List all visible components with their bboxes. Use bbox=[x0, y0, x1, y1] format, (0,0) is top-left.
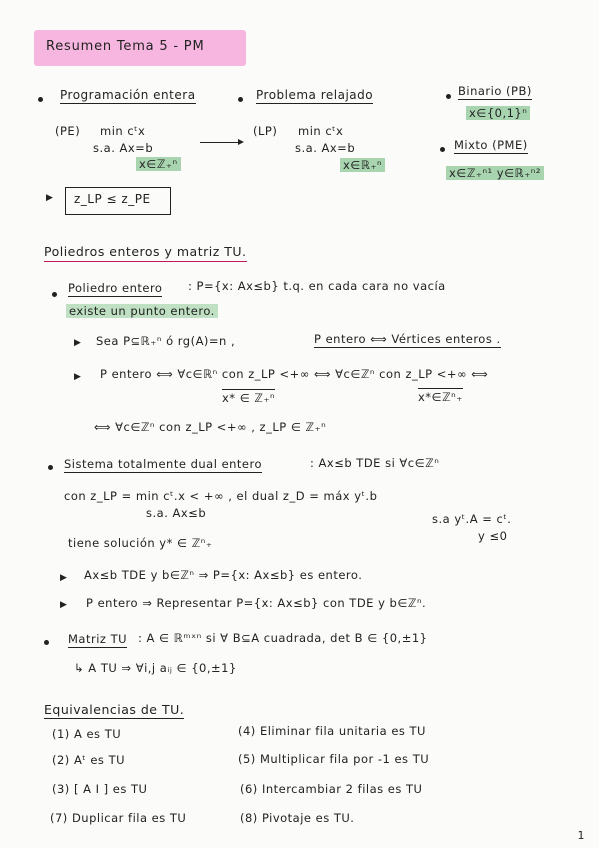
mixto-heading: Mixto (PME) bbox=[454, 138, 528, 152]
bullet bbox=[52, 292, 57, 297]
equiv-x-2: x*∈ℤⁿ₊ bbox=[418, 390, 463, 404]
bullet bbox=[48, 465, 53, 470]
tde-con: con z_LP = min cᵗ.x < +∞ , el dual z_D = máx yᵗ.b bbox=[64, 489, 378, 503]
lp-constraint: s.a. Ax=b bbox=[295, 141, 356, 155]
pe-domain: x∈ℤ₊ⁿ bbox=[136, 157, 181, 171]
pe-constraint: s.a. Ax=b bbox=[93, 141, 154, 155]
equiv-item-2: (2) Aᵗ es TU bbox=[52, 753, 126, 767]
equiv-item-6: (6) Intercambiar 2 filas es TU bbox=[240, 782, 423, 796]
bullet bbox=[446, 94, 451, 99]
mixto-domain: x∈ℤ₊ⁿ¹ y∈ℝ₊ⁿ² bbox=[446, 166, 544, 180]
section-heading-poliedros: Poliedros enteros y matriz TU. bbox=[44, 244, 247, 262]
poliedro-entero-def-2: existe un punto entero. bbox=[66, 304, 218, 318]
arrow-pe-to-lp bbox=[200, 142, 242, 143]
pe-objective: min cᵗx bbox=[100, 124, 146, 138]
tde-term: Sistema totalmente dual entero bbox=[64, 457, 263, 471]
binario-heading: Binario (PB) bbox=[458, 84, 532, 98]
equiv-item-5: (5) Multiplicar fila por -1 es TU bbox=[238, 752, 430, 766]
bullet bbox=[238, 97, 243, 102]
equiv-line-2: ⟺ ∀c∈ℤⁿ con z_LP <+∞ , z_LP ∈ ℤ₊ⁿ bbox=[94, 420, 327, 434]
equiv-item-4: (4) Eliminar fila unitaria es TU bbox=[238, 724, 426, 738]
tde-tiene: tiene solución y* ∈ ℤⁿ₊ bbox=[68, 536, 213, 550]
equiv-item-3: (3) [ A I ] es TU bbox=[52, 782, 148, 796]
tde-arrow-2: P entero ⇒ Representar P={x: Ax≤b} con TDE y b∈ℤⁿ. bbox=[86, 596, 427, 610]
triangle-marker: ▶ bbox=[46, 193, 54, 203]
matriz-tu-def: : A ∈ ℝᵐˣⁿ si ∀ B⊆A cuadrada, det B ∈ {0,±1} bbox=[138, 631, 428, 645]
equiv-x-1: x* ∈ ℤ₊ⁿ bbox=[222, 391, 276, 405]
prog-entera-heading: Programación entera bbox=[60, 88, 196, 102]
sea-condition: Sea P⊆ℝ₊ⁿ ó rg(A)=n , bbox=[96, 334, 236, 348]
bullet bbox=[44, 640, 49, 645]
lp-label: (LP) bbox=[253, 124, 278, 138]
lp-objective: min cᵗx bbox=[298, 124, 344, 138]
binario-domain: x∈{0,1}ⁿ bbox=[466, 106, 530, 120]
equiv-item-7: (7) Duplicar fila es TU bbox=[50, 811, 187, 825]
page-title: Resumen Tema 5 - PM bbox=[46, 39, 205, 54]
lp-domain: x∈ℝ₊ⁿ bbox=[340, 158, 385, 172]
matriz-tu-follow: ↳ A TU ⇒ ∀i,j aᵢⱼ ∈ {0,±1} bbox=[74, 661, 237, 675]
poliedro-entero-def: : P={x: Ax≤b} t.q. en cada cara no vacía bbox=[188, 279, 446, 293]
triangle-marker: ▶ bbox=[60, 600, 68, 610]
tde-dual-st-1: s.a yᵗ.A = cᵗ. bbox=[432, 512, 512, 526]
equiv-item-8: (8) Pivotaje es TU. bbox=[240, 811, 355, 825]
tde-def: : Ax≤b TDE si ∀c∈ℤⁿ bbox=[310, 456, 440, 470]
equiv-item-1: (1) A es TU bbox=[52, 727, 122, 741]
bound-text: z_LP ≤ z_PE bbox=[74, 192, 151, 206]
pe-label: (PE) bbox=[55, 124, 81, 138]
page-number: 1 bbox=[577, 829, 585, 842]
poliedro-entero-term: Poliedro entero bbox=[68, 281, 163, 295]
sea-result: P entero ⟺ Vértices enteros . bbox=[314, 332, 501, 346]
bullet bbox=[38, 97, 43, 102]
tde-dual-st-2: y ≤0 bbox=[478, 529, 508, 543]
tde-arrow-1: Ax≤b TDE y b∈ℤⁿ ⇒ P={x: Ax≤b} es entero. bbox=[84, 568, 363, 582]
matriz-tu-term: Matriz TU bbox=[68, 632, 128, 646]
equivalencias-heading: Equivalencias de TU. bbox=[44, 702, 185, 717]
triangle-marker: ▶ bbox=[74, 338, 82, 348]
triangle-marker: ▶ bbox=[74, 372, 82, 382]
equiv-line-1: P entero ⟺ ∀c∈ℝⁿ con z_LP <+∞ ⟺ ∀c∈ℤⁿ con z_LP <+∞ ⟺ bbox=[100, 367, 489, 381]
triangle-marker: ▶ bbox=[60, 573, 68, 583]
title-highlight bbox=[34, 30, 246, 66]
bullet bbox=[440, 147, 445, 152]
prob-relajado-heading: Problema relajado bbox=[256, 88, 374, 102]
tde-primal-st: s.a. Ax≤b bbox=[146, 506, 207, 520]
